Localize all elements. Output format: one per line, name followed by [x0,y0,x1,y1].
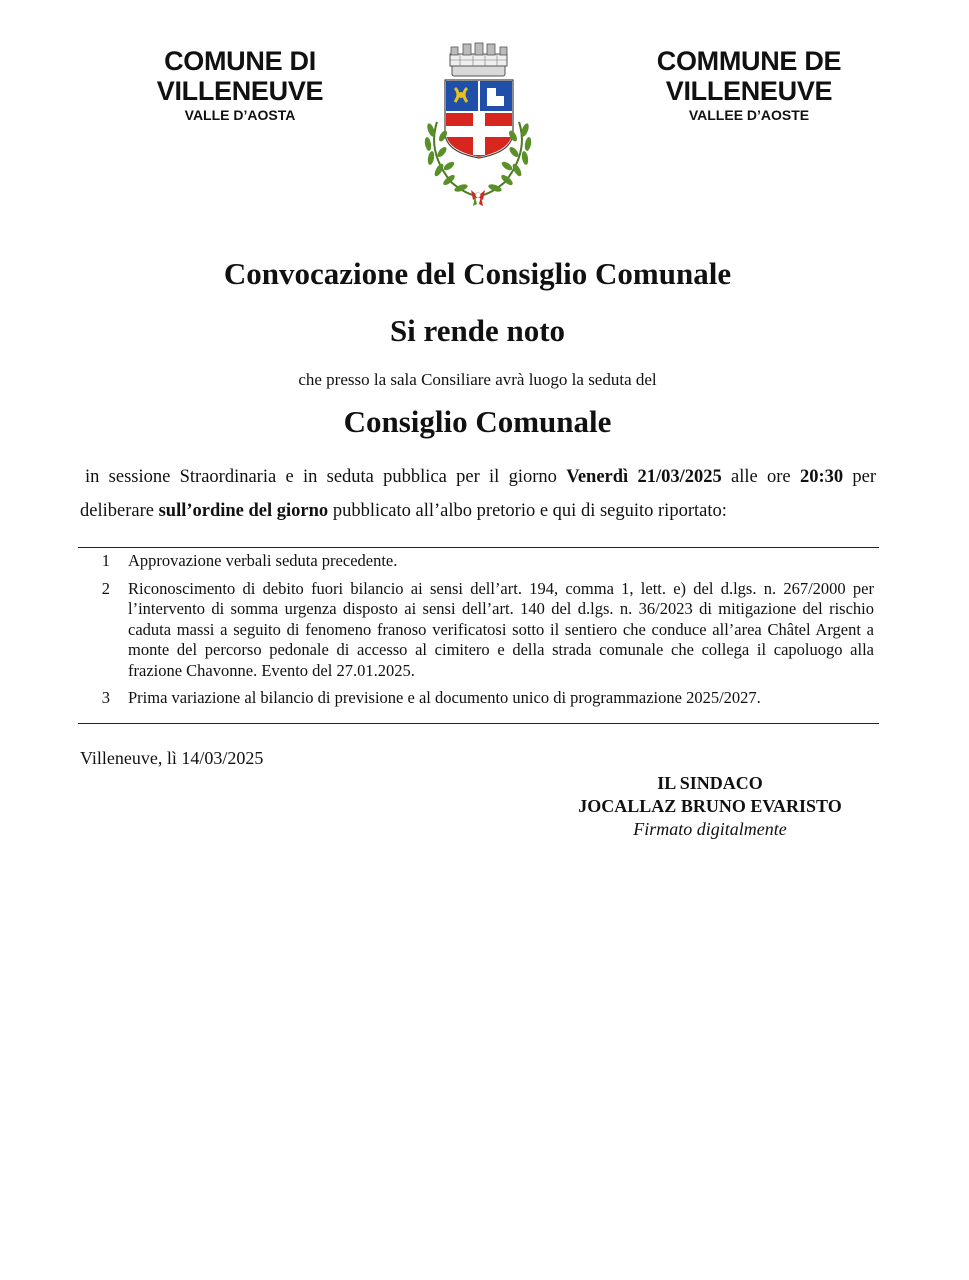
place-and-date: Villeneuve, lì 14/03/2025 [80,748,264,768]
agenda-top-rule [78,547,879,548]
signatory-role: IL SINDACO [657,773,763,793]
shield-icon [445,80,513,158]
municipality-name-fr: COMMUNE DE VILLENEUVE [656,46,842,106]
signatory-name: JOCALLAZ BRUNO EVARISTO [578,796,842,816]
agenda-item-number: 2 [101,578,110,598]
agenda-bottom-rule [78,723,879,724]
session-text-3: per [843,467,877,487]
agenda-item [78,551,874,572]
session-paragraph [80,460,876,528]
agenda-item [78,688,874,709]
header-right [584,46,914,124]
session-line-2 [80,494,876,528]
ribbon-icon [471,190,485,206]
agenda-item-number: 3 [101,688,110,707]
signature-block [540,772,880,841]
session-text-4: deliberare [80,501,159,521]
session-line-1 [80,460,876,494]
region-name-it: VALLE D’AOSTA [184,107,296,123]
agenda-reference: sull’ordine del giorno [158,501,329,521]
municipality-name-it: COMUNE DI VILLENEUVE [156,46,324,106]
agenda-item-number: 1 [101,551,110,570]
intro-text: che presso la sala Consiliare avrà luogo la seduta del [298,370,657,389]
council-heading: Consiglio Comunale [343,404,612,439]
region-name-fr: VALLEE D’AOSTE [688,107,810,123]
document-title: Convocazione del Consiglio Comunale [223,256,732,291]
session-date: Venerdì 21/03/2025 [566,467,722,487]
document-subtitle: Si rende noto [389,313,566,348]
agenda-item-text: Prima variazione al bilancio di previsione e al documento unico di programmazione 2025/2027. [128,688,761,707]
mural-crown-icon [450,43,507,76]
header-left [90,46,390,124]
session-text-1: in sessione Straordinaria e in seduta pubblica per il giorno [85,467,567,487]
coat-of-arms-icon [415,40,540,208]
agenda-list [78,551,874,716]
agenda-item-text: Riconoscimento di debito fuori bilancio ai sensi dell’art. 194, comma 1, lett. e) del d.lgs. n. 267/2000 per l’intervento di somma urgenza disposto ai sensi dell’art. 140 del d.lgs. n. 36/2023 di mitigazione del rischio caduta massi a seguito di fenomeno franoso verificatosi sotto il sentiero che conduce all’area Châtel Argent a monte del percorso pedonale di accesso al cimitero e della strada comunale che collega il capoluogo alla frazione Chavonne. Evento del 27.01.2025. [128,578,874,680]
agenda-item-text: Approvazione verbali seduta precedente. [128,551,398,570]
session-text-5: pubblicato all’albo pretorio e qui di seguito riportato: [328,501,727,521]
signature-note: Firmato digitalmente [633,819,787,839]
session-time: 20:30 [799,467,844,487]
session-text-2: alle ore [721,467,800,487]
agenda-item [78,579,874,682]
